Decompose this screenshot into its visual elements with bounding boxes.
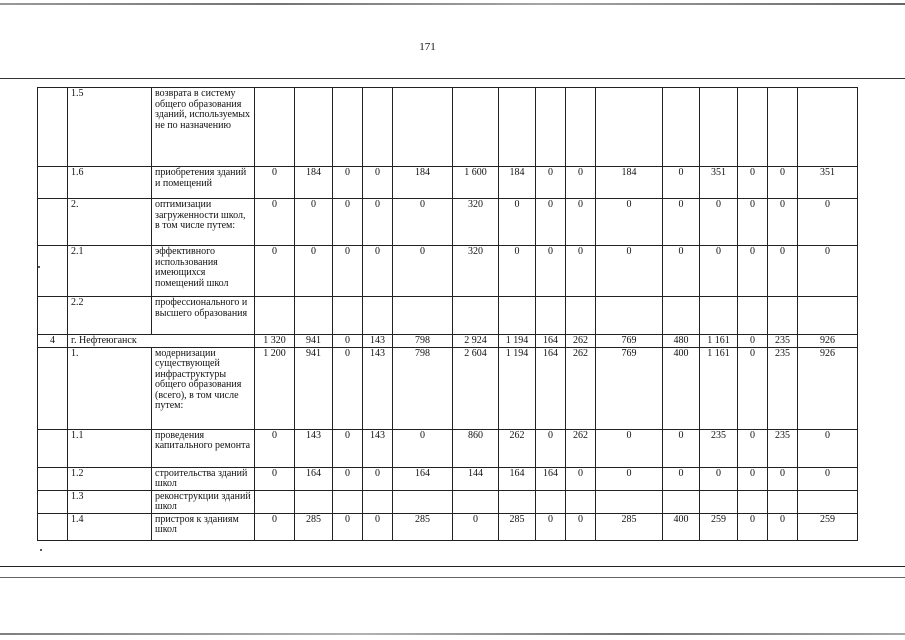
value-cell <box>596 88 663 167</box>
value-cell <box>499 490 536 513</box>
value-cell <box>393 88 453 167</box>
value-cell: 0 <box>566 246 596 297</box>
value-cell: 798 <box>393 335 453 348</box>
row-description-cell: возврата в систему общего образования зданий, используемых не по назначению <box>152 88 255 167</box>
value-cell <box>453 490 499 513</box>
scan-speck <box>40 549 42 551</box>
value-cell: 0 <box>393 429 453 467</box>
value-cell: 0 <box>768 167 798 199</box>
footer-rule-secondary <box>0 577 905 578</box>
table-row <box>38 513 858 540</box>
value-cell: 0 <box>536 246 566 297</box>
row-index-cell <box>38 297 68 335</box>
value-cell: 926 <box>798 335 858 348</box>
value-cell: 0 <box>393 199 453 246</box>
value-cell: 0 <box>333 513 363 540</box>
table-row <box>38 347 858 429</box>
value-cell: 0 <box>333 199 363 246</box>
value-cell: 0 <box>499 246 536 297</box>
value-cell <box>798 297 858 335</box>
value-cell <box>738 490 768 513</box>
value-cell <box>363 88 393 167</box>
value-cell: 0 <box>393 246 453 297</box>
value-cell <box>536 490 566 513</box>
row-code-cell: 1.1 <box>68 429 152 467</box>
table-row <box>38 88 858 167</box>
value-cell: 164 <box>393 467 453 490</box>
value-cell <box>453 88 499 167</box>
row-description-cell: проведения капитального ремонта <box>152 429 255 467</box>
value-cell: 1 194 <box>499 335 536 348</box>
value-cell: 0 <box>596 199 663 246</box>
value-cell: 144 <box>453 467 499 490</box>
value-cell: 0 <box>295 199 333 246</box>
value-cell <box>566 88 596 167</box>
value-cell: 143 <box>363 429 393 467</box>
value-cell: 0 <box>798 429 858 467</box>
scan-speck <box>38 266 40 268</box>
value-cell: 0 <box>333 335 363 348</box>
value-cell: 480 <box>663 335 700 348</box>
value-cell: 0 <box>663 167 700 199</box>
value-cell: 0 <box>363 167 393 199</box>
value-cell <box>295 490 333 513</box>
value-cell: 0 <box>536 513 566 540</box>
value-cell: 262 <box>566 335 596 348</box>
value-cell: 1 194 <box>499 347 536 429</box>
row-description-cell: модернизации существующей инфраструктуры общего образования (всего), в том числе путем: <box>152 347 255 429</box>
value-cell <box>255 297 295 335</box>
value-cell: 164 <box>536 347 566 429</box>
value-cell: 0 <box>738 167 768 199</box>
value-cell: 285 <box>295 513 333 540</box>
value-cell: 0 <box>255 246 295 297</box>
value-cell: 0 <box>566 199 596 246</box>
table-row <box>38 467 858 490</box>
value-cell: 0 <box>738 347 768 429</box>
value-cell: 285 <box>596 513 663 540</box>
value-cell: 926 <box>798 347 858 429</box>
value-cell <box>566 490 596 513</box>
row-code-cell: 2. <box>68 199 152 246</box>
table-row <box>38 490 858 513</box>
value-cell: 184 <box>393 167 453 199</box>
value-cell <box>663 88 700 167</box>
value-cell: 0 <box>596 246 663 297</box>
value-cell: 798 <box>393 347 453 429</box>
row-code-cell: 2.2 <box>68 297 152 335</box>
row-description-cell: пристроя к зданиям школ <box>152 513 255 540</box>
value-cell: 1 161 <box>700 347 738 429</box>
value-cell: 1 600 <box>453 167 499 199</box>
value-cell <box>663 490 700 513</box>
value-cell <box>700 490 738 513</box>
value-cell: 262 <box>566 347 596 429</box>
value-cell <box>499 88 536 167</box>
value-cell <box>798 88 858 167</box>
row-index-cell <box>38 246 68 297</box>
value-cell: 0 <box>700 467 738 490</box>
value-cell: 0 <box>566 467 596 490</box>
row-description-cell: строительства зданий школ <box>152 467 255 490</box>
value-cell: 0 <box>768 467 798 490</box>
value-cell: 285 <box>393 513 453 540</box>
value-cell: 941 <box>295 347 333 429</box>
value-cell <box>453 297 499 335</box>
value-cell <box>768 297 798 335</box>
value-cell: 0 <box>596 467 663 490</box>
value-cell: 0 <box>700 199 738 246</box>
value-cell: 0 <box>363 246 393 297</box>
value-cell: 1 161 <box>700 335 738 348</box>
row-index-cell <box>38 347 68 429</box>
value-cell: 860 <box>453 429 499 467</box>
footer-rule <box>0 566 905 567</box>
value-cell: 769 <box>596 335 663 348</box>
value-cell: 164 <box>499 467 536 490</box>
value-cell: 0 <box>768 199 798 246</box>
value-cell: 0 <box>738 246 768 297</box>
value-cell <box>596 297 663 335</box>
value-cell: 0 <box>663 246 700 297</box>
value-cell: 351 <box>798 167 858 199</box>
value-cell: 235 <box>768 429 798 467</box>
value-cell: 0 <box>333 246 363 297</box>
value-cell: 0 <box>333 429 363 467</box>
value-cell <box>768 88 798 167</box>
value-cell: 0 <box>738 199 768 246</box>
value-cell: 164 <box>536 335 566 348</box>
table-row <box>38 297 858 335</box>
value-cell: 0 <box>663 199 700 246</box>
value-cell: 0 <box>255 199 295 246</box>
value-cell: 1 200 <box>255 347 295 429</box>
value-cell <box>333 297 363 335</box>
value-cell <box>798 490 858 513</box>
row-description-cell: эффективного использования имеющихся помещений школ <box>152 246 255 297</box>
value-cell: 0 <box>255 167 295 199</box>
row-description-cell: профессионального и высшего образования <box>152 297 255 335</box>
value-cell: 0 <box>333 167 363 199</box>
value-cell <box>393 297 453 335</box>
value-cell: 0 <box>798 199 858 246</box>
value-cell: 0 <box>738 513 768 540</box>
value-cell <box>255 88 295 167</box>
value-cell: 400 <box>663 347 700 429</box>
value-cell: 351 <box>700 167 738 199</box>
row-code-cell: 1. <box>68 347 152 429</box>
value-cell <box>363 297 393 335</box>
value-cell <box>499 297 536 335</box>
value-cell: 0 <box>798 246 858 297</box>
row-code-cell: 1.4 <box>68 513 152 540</box>
value-cell: 0 <box>333 347 363 429</box>
value-cell: 0 <box>536 199 566 246</box>
value-cell: 0 <box>255 429 295 467</box>
value-cell: 184 <box>596 167 663 199</box>
value-cell <box>333 88 363 167</box>
value-cell: 320 <box>453 199 499 246</box>
value-cell: 285 <box>499 513 536 540</box>
value-cell <box>536 88 566 167</box>
value-cell: 0 <box>700 246 738 297</box>
value-cell <box>363 490 393 513</box>
value-cell: 0 <box>499 199 536 246</box>
value-cell: 0 <box>738 335 768 348</box>
value-cell: 259 <box>700 513 738 540</box>
value-cell: 235 <box>768 335 798 348</box>
header-rule <box>0 78 905 79</box>
value-cell: 259 <box>798 513 858 540</box>
value-cell: 143 <box>295 429 333 467</box>
value-cell: 0 <box>798 467 858 490</box>
value-cell: 0 <box>255 513 295 540</box>
row-code-cell: 1.6 <box>68 167 152 199</box>
value-cell <box>738 297 768 335</box>
value-cell: 0 <box>768 246 798 297</box>
value-cell: 0 <box>663 429 700 467</box>
value-cell: 143 <box>363 335 393 348</box>
value-cell <box>295 88 333 167</box>
row-code-cell: 1.3 <box>68 490 152 513</box>
row-index-cell <box>38 490 68 513</box>
value-cell: 0 <box>596 429 663 467</box>
value-cell: 941 <box>295 335 333 348</box>
row-index-cell <box>38 467 68 490</box>
value-cell: 0 <box>363 467 393 490</box>
row-description-cell: приобретения зданий и помещений <box>152 167 255 199</box>
value-cell: 143 <box>363 347 393 429</box>
value-cell <box>333 490 363 513</box>
data-table <box>37 87 858 541</box>
row-code-cell: г. Нефтеюганск <box>68 335 255 348</box>
value-cell: 2 924 <box>453 335 499 348</box>
row-index-cell: 4 <box>38 335 68 348</box>
row-index-cell <box>38 199 68 246</box>
value-cell: 235 <box>768 347 798 429</box>
row-index-cell <box>38 88 68 167</box>
value-cell: 0 <box>536 429 566 467</box>
value-cell: 0 <box>536 167 566 199</box>
value-cell: 262 <box>499 429 536 467</box>
value-cell: 0 <box>363 199 393 246</box>
value-cell: 0 <box>768 513 798 540</box>
value-cell: 769 <box>596 347 663 429</box>
row-code-cell: 1.5 <box>68 88 152 167</box>
scan-edge-bottom <box>0 633 905 635</box>
value-cell: 0 <box>453 513 499 540</box>
value-cell: 0 <box>738 429 768 467</box>
value-cell: 0 <box>566 167 596 199</box>
table-row <box>38 335 858 348</box>
value-cell: 262 <box>566 429 596 467</box>
value-cell <box>295 297 333 335</box>
value-cell <box>596 490 663 513</box>
value-cell: 164 <box>536 467 566 490</box>
value-cell: 184 <box>295 167 333 199</box>
value-cell: 0 <box>255 467 295 490</box>
row-code-cell: 1.2 <box>68 467 152 490</box>
value-cell: 184 <box>499 167 536 199</box>
row-index-cell <box>38 429 68 467</box>
value-cell <box>566 297 596 335</box>
table-row <box>38 246 858 297</box>
value-cell: 0 <box>738 467 768 490</box>
row-index-cell <box>38 513 68 540</box>
value-cell <box>663 297 700 335</box>
value-cell <box>700 297 738 335</box>
value-cell: 0 <box>566 513 596 540</box>
scan-edge-top <box>0 3 905 5</box>
value-cell <box>536 297 566 335</box>
table-row <box>38 167 858 199</box>
value-cell: 400 <box>663 513 700 540</box>
table-row <box>38 199 858 246</box>
value-cell: 1 320 <box>255 335 295 348</box>
page-number: 171 <box>419 41 436 53</box>
table-row <box>38 429 858 467</box>
value-cell: 0 <box>333 467 363 490</box>
value-cell: 2 604 <box>453 347 499 429</box>
value-cell: 0 <box>663 467 700 490</box>
value-cell <box>255 490 295 513</box>
row-description-cell: реконструкции зданий школ <box>152 490 255 513</box>
value-cell: 235 <box>700 429 738 467</box>
value-cell: 320 <box>453 246 499 297</box>
value-cell <box>738 88 768 167</box>
value-cell: 164 <box>295 467 333 490</box>
value-cell: 0 <box>295 246 333 297</box>
value-cell: 0 <box>363 513 393 540</box>
value-cell <box>768 490 798 513</box>
row-index-cell <box>38 167 68 199</box>
value-cell <box>700 88 738 167</box>
row-description-cell: оптимизации загруженности школ, в том числе путем: <box>152 199 255 246</box>
value-cell <box>393 490 453 513</box>
row-code-cell: 2.1 <box>68 246 152 297</box>
